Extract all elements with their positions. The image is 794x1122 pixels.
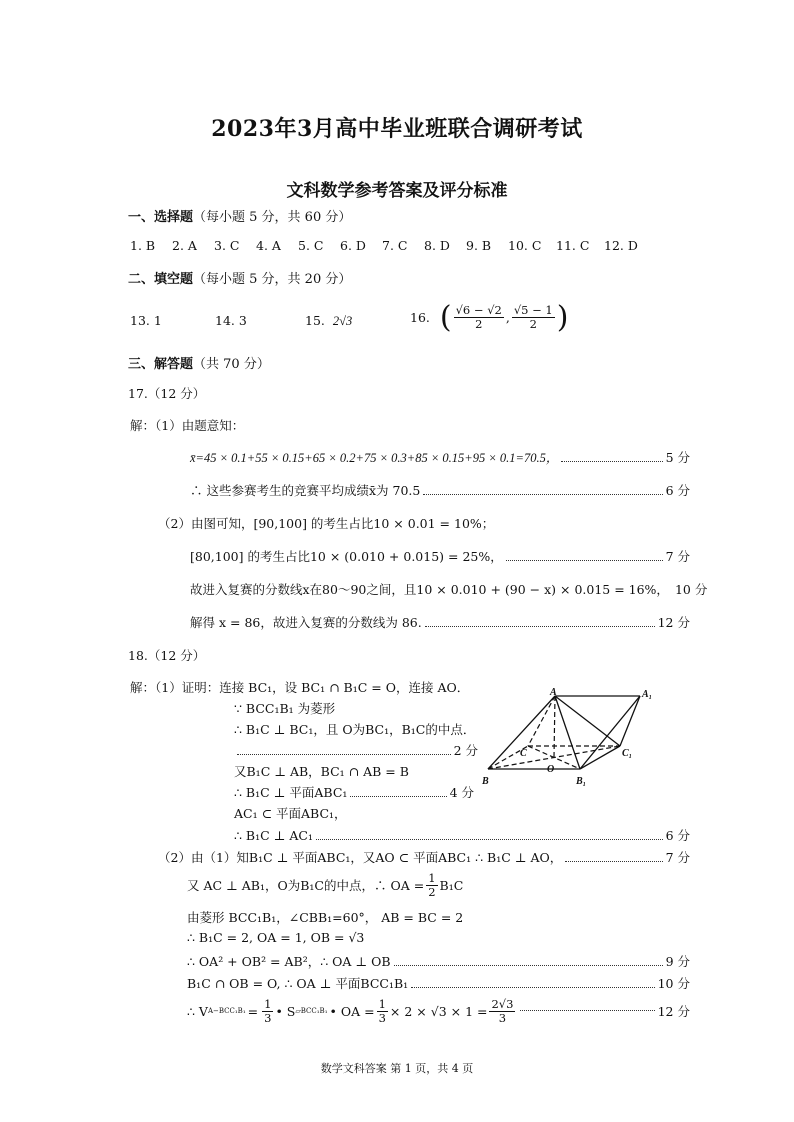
label-O: O	[547, 764, 555, 775]
fraction-den: 2	[428, 884, 436, 899]
q18-l2: ∴ B₁C ⊥ BC₁，且 O为BC₁，B₁C的中点．	[234, 722, 476, 737]
fraction	[512, 304, 555, 330]
q18-p2-line2-a: 又 AC ⊥ AB₁，O为B₁C的中点，∴ OA =	[187, 878, 425, 894]
dot-leader	[237, 753, 451, 755]
q18-l7-text: ∴ B₁C ⊥ AC₁	[234, 828, 313, 843]
fill-15-value: 2√3	[332, 314, 353, 328]
dot-leader	[565, 860, 662, 862]
fraction-den: 3	[498, 1010, 507, 1025]
comma: ,	[505, 310, 510, 325]
q17-line5-score: 12 分	[657, 615, 690, 630]
choice-answer: 7. C	[382, 238, 408, 253]
q17-line3	[190, 547, 690, 565]
q18-p2-line3: 由菱形 BCC₁B₁，∠CBB₁=60°， AB = BC = 2	[187, 910, 464, 925]
dot-leader	[411, 986, 654, 988]
q18-l1: ∵ BCC₁B₁ 为菱形	[234, 701, 336, 716]
label-A1: A₁	[642, 689, 653, 700]
q18-l4: 又B₁C ⊥ AB，BC₁ ∩ AB = B	[234, 764, 409, 779]
choice-answer: 4. A	[256, 238, 281, 253]
q17-line1	[190, 448, 690, 466]
q18-p2-line7-b: =	[247, 1003, 259, 1019]
section-solve-note: （共 70 分）	[193, 357, 270, 372]
dot-leader	[506, 559, 663, 561]
page-footer: 数学文科答案 第 1 页，共 4 页	[320, 1062, 474, 1075]
choice-answer: 10. C	[508, 238, 542, 253]
q18-l7-score: 6 分	[665, 828, 690, 843]
fill-answer-14: 14. 3	[215, 313, 247, 328]
edge	[555, 696, 620, 746]
choice-answer: 9. B	[466, 238, 492, 253]
choice-answer: 1. B	[130, 238, 156, 253]
q18-p2-line6-score: 10 分	[657, 976, 690, 991]
fraction-den: 3	[378, 1010, 386, 1025]
dot-leader	[561, 460, 662, 462]
q17-line2	[190, 481, 690, 499]
section-fill-title: 二、填空题	[128, 272, 194, 287]
q17-line3-text: [80,100] 的考生占比10 × (0.010 + 0.015) = 25%，	[190, 549, 503, 564]
dot-leader	[425, 625, 655, 627]
fraction	[454, 304, 504, 330]
q18-p2-line7-sub: A−BCC₁B₁	[207, 1007, 246, 1016]
q18-p2-line5	[187, 952, 690, 970]
q17-part2-head: （2）由图可知，[90,100] 的考生占比10 × 0.01 = 10%；	[158, 516, 495, 531]
choice-answer: 11. C	[556, 238, 590, 253]
choice-answers	[130, 238, 646, 253]
q18-p2-line7-d: • OA =	[329, 1003, 375, 1019]
fraction-num: 1	[378, 997, 386, 1011]
fraction-num: 2√3	[491, 997, 514, 1011]
edge	[555, 696, 580, 769]
label-B1: B₁	[576, 776, 587, 787]
fraction-den: 3	[264, 1010, 272, 1025]
q18-p2-line1	[158, 848, 690, 866]
label-B: B	[482, 776, 489, 787]
edge	[620, 696, 640, 746]
choice-answer: 5. C	[298, 238, 324, 253]
dot-leader	[394, 964, 663, 966]
q17-line1-text: x̄=45 × 0.1+55 × 0.15+65 × 0.2+75 × 0.3+85 × 0.15+95 × 0.1=70.5，	[190, 451, 559, 465]
section-fill-heading	[128, 268, 351, 287]
fraction	[377, 998, 388, 1024]
q17-line3-score: 7 分	[665, 549, 690, 564]
choice-answer: 6. D	[340, 238, 366, 253]
q18-l7	[234, 826, 690, 844]
section-choice-note: （每小题 5 分，共 60 分）	[193, 210, 352, 225]
label-A: A	[550, 687, 557, 698]
dot-leader	[350, 795, 446, 797]
label-C1: C₁	[622, 748, 633, 759]
q17-line2-score: 6 分	[665, 483, 690, 498]
q17-header: 17.（12 分）	[128, 386, 206, 401]
q17-line2-text: ∴ 这些参赛考生的竞赛平均成绩x̄为 70.5	[190, 483, 421, 498]
fraction-num: 1	[428, 871, 436, 885]
q18-p2-line4: ∴ B₁C = 2, OA = 1, OB = √3	[187, 930, 365, 945]
fill-16-label: 16.	[410, 310, 430, 325]
choice-answer: 2. A	[172, 238, 197, 253]
q18-p2-line7-score: 12 分	[657, 1004, 690, 1020]
q17-line4	[190, 580, 708, 598]
fraction-num: √5 − 1	[513, 303, 553, 318]
right-paren-icon: )	[556, 300, 569, 335]
prism-figure	[480, 686, 662, 790]
q17-line5	[190, 613, 690, 631]
q18-header: 18.（12 分）	[128, 648, 206, 663]
q18-p2-line2-b: B₁C	[439, 877, 464, 893]
q18-p2-line5-score: 9 分	[665, 954, 690, 969]
fraction-den: 2	[475, 317, 483, 331]
dot-leader	[520, 1009, 654, 1011]
choice-answer: 3. C	[214, 238, 240, 253]
q18-l3	[234, 741, 478, 759]
fraction-den: 2	[529, 317, 537, 331]
q18-p2-line7-c: • S	[275, 1003, 296, 1019]
fill-15-label: 15.	[305, 313, 325, 328]
fraction	[426, 872, 437, 898]
fill-answer-13: 13. 1	[130, 313, 162, 328]
section-fill-note: （每小题 5 分，共 20 分）	[193, 272, 352, 287]
q18-p2-line7-sub2: ▱BCC₁B₁	[295, 1007, 328, 1016]
label-C: C	[520, 748, 527, 759]
fraction-num: √6 − √2	[455, 303, 502, 318]
section-choice-heading	[128, 206, 351, 225]
q17-line5-text: 解得 x = 86，故进入复赛的分数线为 86.	[190, 615, 422, 630]
q18-p2-line7-a: ∴ V	[187, 1003, 208, 1019]
q18-p2-line1-text: （2）由（1）知B₁C ⊥ 平面ABC₁，又AO ⊂ 平面ABC₁ ∴ B₁C ⊥ AO，	[158, 850, 563, 865]
q18-l5-score: 4 分	[449, 785, 474, 800]
q18-p2-line6	[187, 974, 690, 992]
hidden-edge	[554, 696, 555, 757]
q18-part1-head: 解：（1）证明：连接 BC₁，设 BC₁ ∩ B₁C = O，连接 AO．	[130, 680, 470, 695]
fraction	[262, 998, 273, 1024]
dot-leader	[423, 493, 662, 495]
fraction-num: 1	[264, 997, 272, 1011]
choice-answer: 8. D	[424, 238, 450, 253]
q18-l6: AC₁ ⊂ 平面ABC₁，	[234, 806, 347, 821]
q17-line1-score: 5 分	[665, 450, 690, 465]
q18-p2-line6-text: B₁C ∩ OB = O, ∴ OA ⊥ 平面BCC₁B₁	[187, 976, 409, 991]
page-title: 2023年3月高中毕业班联合调研考试	[211, 116, 583, 142]
q18-l3-score: 2 分	[453, 743, 478, 758]
fill-answer-16	[410, 300, 568, 335]
q18-p2-line7-e: × 2 × √3 × 1 =	[389, 1003, 488, 1019]
q18-p2-line2	[187, 872, 463, 898]
section-choice-title: 一、选择题	[128, 210, 194, 225]
dot-leader	[316, 838, 663, 840]
q17-line4-text: 故进入复赛的分数线x在80～90之间，且10 × 0.010 + (90 − x) × 0.015 = 16%，	[190, 582, 669, 597]
q18-p2-line1-score: 7 分	[665, 850, 690, 865]
section-solve-heading	[128, 353, 270, 372]
choice-answer: 12. D	[604, 238, 638, 253]
page-subtitle: 文科数学参考答案及评分标准	[286, 181, 508, 201]
q18-p2-line7	[187, 998, 690, 1024]
q17-line4-score: 10 分	[674, 582, 708, 597]
left-paren-icon: (	[439, 300, 452, 335]
q18-l5-text: ∴ B₁C ⊥ 平面ABC₁	[234, 785, 348, 800]
fraction	[489, 998, 515, 1024]
q18-p2-line5-text: ∴ OA² + OB² = AB²，∴ OA ⊥ OB	[187, 954, 391, 969]
fill-answer-15	[305, 313, 352, 329]
q18-l5	[234, 783, 474, 801]
section-solve-title: 三、解答题	[128, 357, 194, 372]
q17-part1-head: 解：（1）由题意知：	[130, 418, 245, 433]
